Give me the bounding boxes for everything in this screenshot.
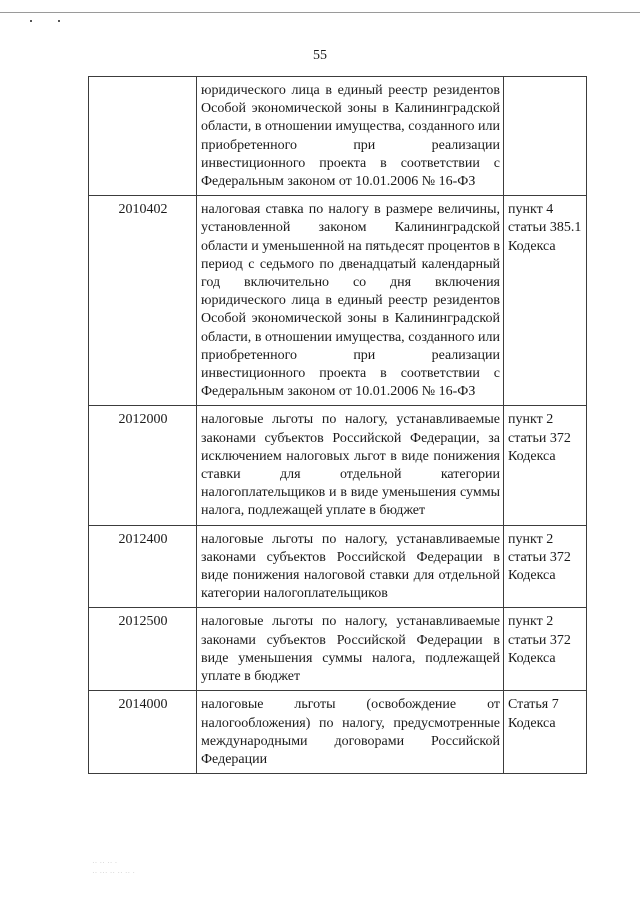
- tax-code-table: [88, 76, 587, 774]
- reference-cell: [504, 77, 587, 196]
- code-cell: 2012000: [89, 406, 197, 525]
- table-row: [89, 77, 587, 196]
- reference-cell: пункт 2 статьи 372 Кодекса: [504, 406, 587, 525]
- reference-cell: пункт 4 статьи 385.1 Кодекса: [504, 196, 587, 406]
- description-cell: налоговые льготы по налогу, устанавливаемые законами субъектов Российской Федерации в виде уменьшения суммы налога, подлежащей уплате в бюджет: [197, 608, 504, 691]
- code-cell: [89, 77, 197, 196]
- description-cell: налоговые льготы (освобождение от налогообложения) по налогу, предусмотренные международными договорами Российской Федерации: [197, 691, 504, 774]
- description-cell: налоговые льготы по налогу, устанавливаемые законами субъектов Российской Федерации в виде понижения налоговой ставки для отдельной категории налогоплательщиков: [197, 525, 504, 608]
- description-cell: налоговая ставка по налогу в размере величины, установленной законом Калининградской области и уменьшенной на пятьдесят процентов в период с седьмого по двенадцатый календарный год включительно со дня включения юридического лица в единый реестр резидентов Особой экономической зоны в Калининградской области, в отношении имущества, созданного или приобретенного при реализации инвестиционного проекта в соответствии с Федеральным законом от 10.01.2006 № 16-ФЗ: [197, 196, 504, 406]
- code-cell: 2014000: [89, 691, 197, 774]
- table-row: [89, 608, 587, 691]
- scan-top-border: [0, 12, 640, 13]
- table-row: [89, 691, 587, 774]
- code-cell: 2012400: [89, 525, 197, 608]
- table-row: [89, 196, 587, 406]
- reference-cell: пункт 2 статьи 372 Кодекса: [504, 525, 587, 608]
- code-cell: 2010402: [89, 196, 197, 406]
- page-number: 55: [313, 48, 327, 63]
- description-cell: юридического лица в единый реестр резидентов Особой экономической зоны в Калининградской области, в отношении имущества, созданного или приобретенного при реализации инвестиционного проекта в соответствии с Федеральным законом от 10.01.2006 № 16-ФЗ: [197, 77, 504, 196]
- table-row: [89, 406, 587, 525]
- scan-artifact-marks: [30, 20, 70, 28]
- table-row: [89, 525, 587, 608]
- description-cell: налоговые льготы по налогу, устанавливаемые законами субъектов Российской Федерации, за исключением налоговых льгот в виде понижения ставки для отдельной категории налогоплательщиков и в виде уменьшения суммы налога, подлежащей уплате в бюджет: [197, 406, 504, 525]
- code-cell: 2012500: [89, 608, 197, 691]
- faint-footer-stamp: ·· ·· ·· · ·· ··· ·· ·· ·· ·: [92, 858, 136, 877]
- reference-cell: пункт 2 статьи 372 Кодекса: [504, 608, 587, 691]
- reference-cell: Статья 7 Кодекса: [504, 691, 587, 774]
